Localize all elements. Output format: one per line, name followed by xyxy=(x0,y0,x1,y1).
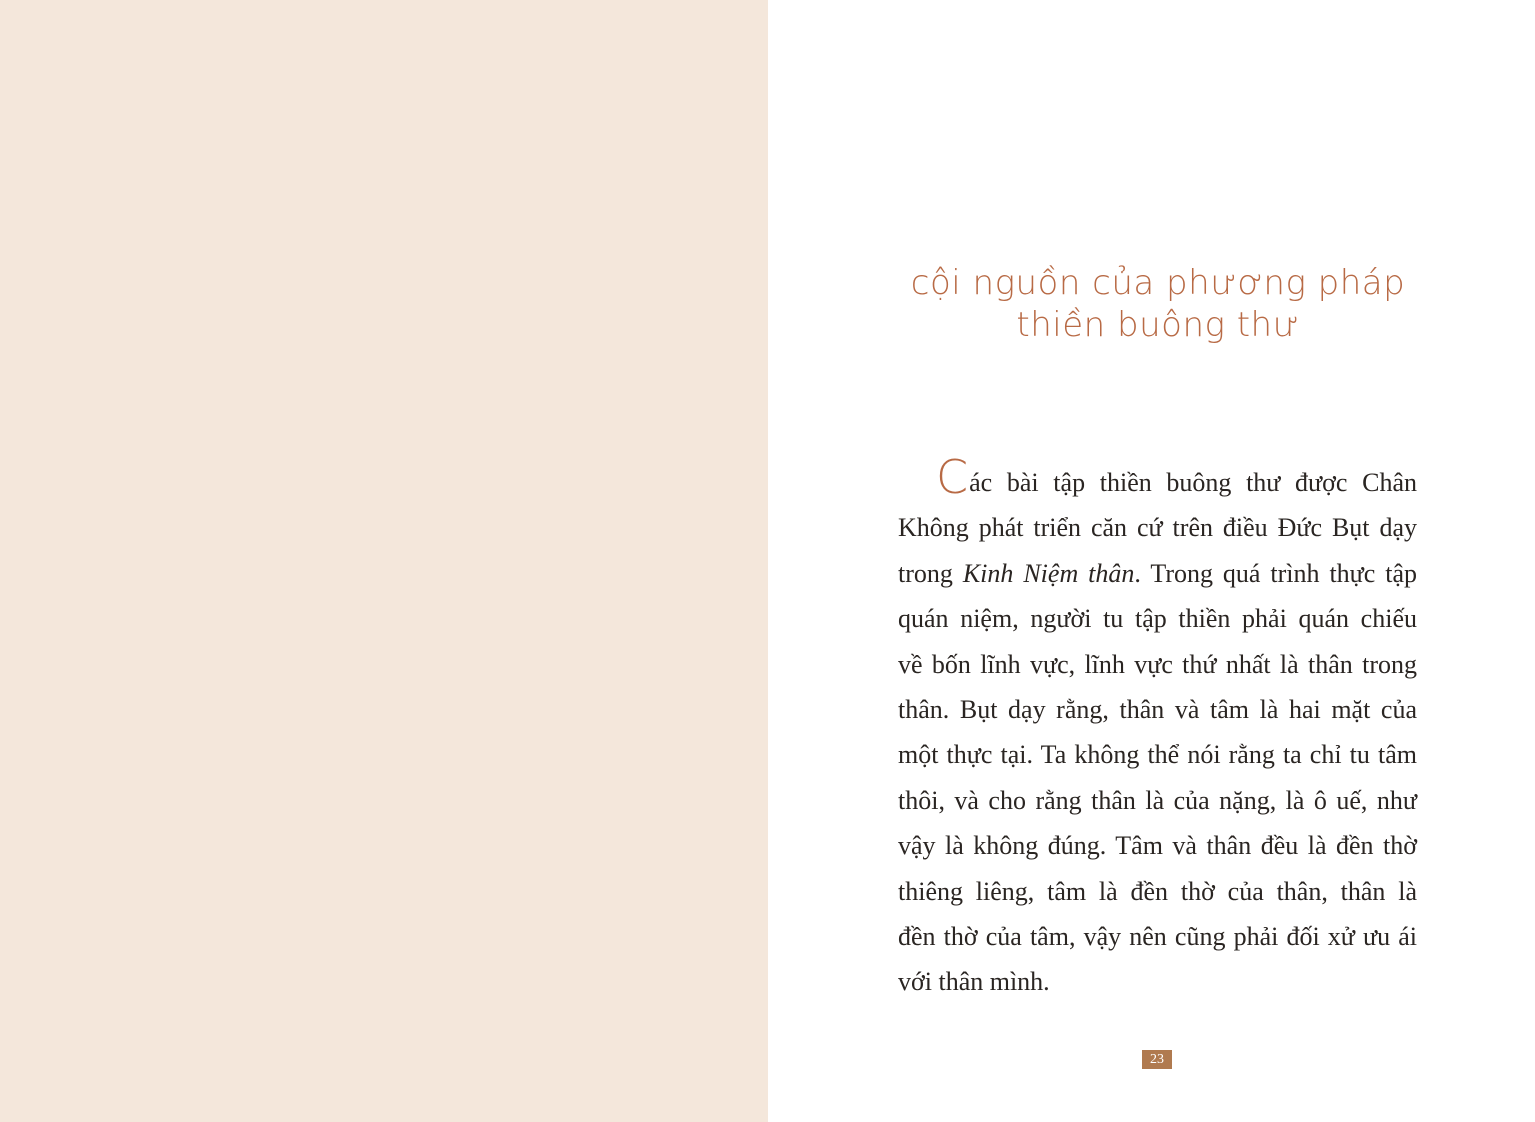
body-line: vậy là không đúng. Tâm và thân đều là đền thờ xyxy=(898,831,1417,861)
body-line: Không phát triển căn cứ trên điều Đức Bụt dạy xyxy=(898,513,1417,543)
page-number: 23 xyxy=(1142,1050,1172,1069)
body-line: thân. Bụt dạy rằng, thân và tâm là hai mặt của xyxy=(898,695,1417,725)
body-line: Các bài tập thiền buông thư được Chân xyxy=(936,450,1417,504)
drop-cap: C xyxy=(936,450,969,504)
body-line: thiêng liêng, tâm là đền thờ của thân, thân là xyxy=(898,876,1417,906)
body-line: quán niệm, người tu tập thiền phải quán chiếu xyxy=(898,604,1417,634)
body-line: về bốn lĩnh vực, lĩnh vực thứ nhất là thân trong xyxy=(898,649,1417,679)
body-paragraph xyxy=(898,450,1418,1005)
right-page xyxy=(768,0,1535,1122)
body-line: thôi, và cho rằng thân là của nặng, là ô uế, như xyxy=(898,785,1417,815)
body-line: đền thờ của tâm, vậy nên cũng phải đối xử ưu ái xyxy=(898,922,1417,952)
chapter-title-line-2: thiền buông thư xyxy=(1016,305,1300,345)
book-title-italic: Kinh Niệm thân xyxy=(962,558,1135,588)
body-line: với thân mình. xyxy=(898,967,1050,997)
chapter-title xyxy=(898,262,1418,346)
body-line: trong Kinh Niệm thân. Trong quá trình thực tập xyxy=(898,558,1418,588)
body-line: một thực tại. Ta không thể nói rằng ta chỉ tu tâm xyxy=(898,740,1417,770)
chapter-title-line-1: cội nguồn của phương pháp xyxy=(910,263,1406,303)
